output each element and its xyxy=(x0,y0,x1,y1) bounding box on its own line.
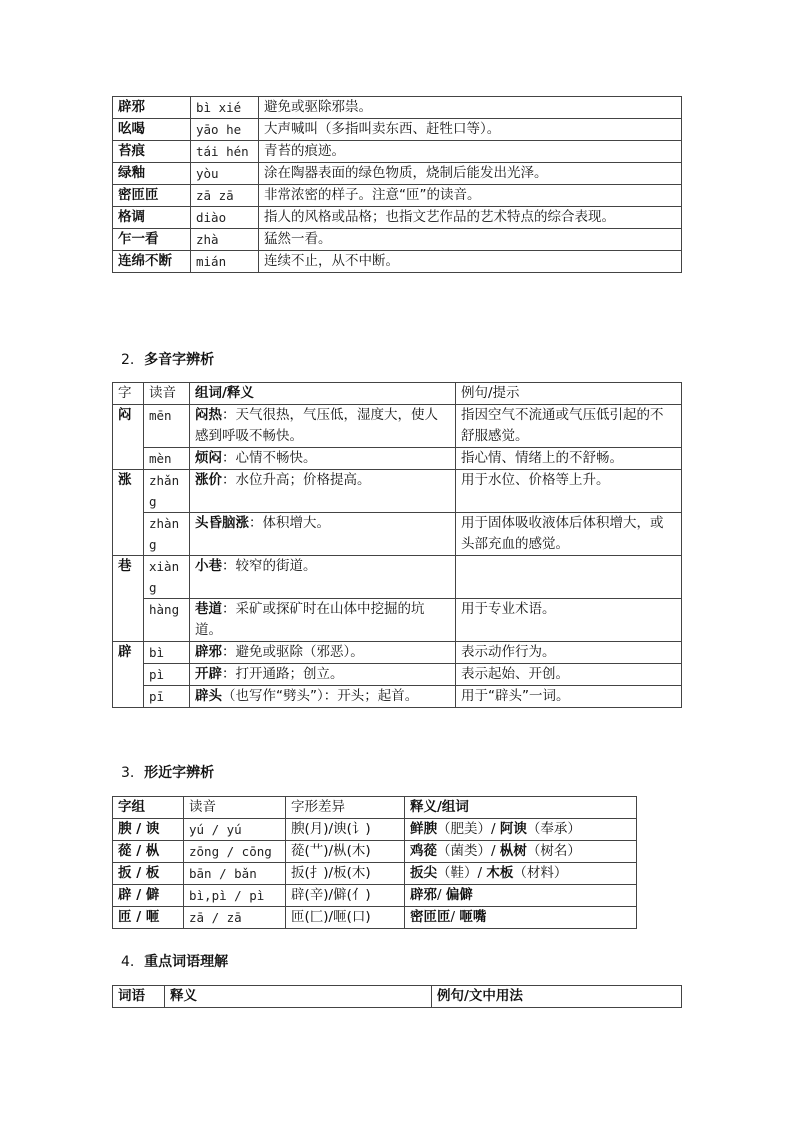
polyphone-def: ：避免或驱除（邪恶）。 xyxy=(222,644,364,660)
vocab-pinyin: zhà xyxy=(191,229,259,251)
polyphone-row xyxy=(113,448,682,470)
shape-note-1: （菌类）/ xyxy=(437,843,500,859)
shape-note-1: / xyxy=(437,887,446,903)
shape-group: 腴 / 谀 xyxy=(113,819,184,841)
polyphone-term: 小巷 xyxy=(195,558,222,574)
polyphone-term: 头昏脑涨 xyxy=(195,515,249,531)
shape-diff: 辟(辛)/僻(亻) xyxy=(286,885,405,907)
polyphone-example: 用于“辟头”一词。 xyxy=(456,686,682,708)
vocab-row xyxy=(113,119,682,141)
shape-row xyxy=(113,863,637,885)
section-4-heading: 4. 重点词语理解 xyxy=(121,954,229,970)
polyphone-char: 辟 xyxy=(113,642,144,708)
vocab-meaning: 猛然一看。 xyxy=(259,229,682,251)
shape-row xyxy=(113,819,637,841)
polyphone-def: ：采矿或探矿时在山体中挖掘的坑道。 xyxy=(195,601,425,638)
shape-word-2: 咂嘴 xyxy=(459,909,487,925)
polyphone-example: 表示动作行为。 xyxy=(456,642,682,664)
polyphone-reading: mèn xyxy=(144,448,190,470)
shape-diff: 匝(匚)/咂(口) xyxy=(286,907,405,929)
vocab-pinyin: yòu xyxy=(191,163,259,185)
polyphone-example: 用于水位、价格等上升。 xyxy=(456,470,682,513)
polyphone-term: 烦闷 xyxy=(195,450,222,466)
polyphone-row xyxy=(113,599,682,642)
vocab-word: 格调 xyxy=(113,207,191,229)
shape-row xyxy=(113,885,637,907)
vocab-table xyxy=(112,96,682,273)
shape-word-2: 阿谀 xyxy=(499,821,527,837)
vocab-word: 吆喝 xyxy=(113,119,191,141)
header-kw-meaning: 释义 xyxy=(165,986,432,1008)
shape-note-1: （鞋）/ xyxy=(437,865,487,881)
header-kw-word: 词语 xyxy=(113,986,165,1008)
polyphone-words xyxy=(190,448,456,470)
vocab-word: 乍一看 xyxy=(113,229,191,251)
shape-word-1: 鲜腴 xyxy=(410,821,437,837)
vocab-meaning: 指人的风格或品格；也指文艺作品的艺术特点的综合表现。 xyxy=(259,207,682,229)
shape-reading: bì,pì / pì xyxy=(184,885,286,907)
polyphone-words xyxy=(190,599,456,642)
polyphone-words xyxy=(190,405,456,448)
vocab-pinyin: zā zā xyxy=(191,185,259,207)
polyphone-def: ：天气很热，气压低，湿度大，使人感到呼吸不畅快。 xyxy=(195,407,438,444)
section-3-heading: 3. 形近字辨析 xyxy=(121,765,215,781)
header-kw-usage: 例句/文中用法 xyxy=(432,986,682,1008)
vocab-meaning: 涂在陶器表面的绿色物质，烧制后能发出光泽。 xyxy=(259,163,682,185)
polyphone-header-row xyxy=(113,383,682,405)
polyphone-example: 用于专业术语。 xyxy=(456,599,682,642)
header-diff: 字形差异 xyxy=(286,797,405,819)
shape-word-1: 密匝匝 xyxy=(410,909,451,925)
vocab-word: 连绵不断 xyxy=(113,251,191,273)
shape-row xyxy=(113,907,637,929)
polyphone-def: ：心情不畅快。 xyxy=(222,450,317,466)
polyphone-def: ：较窄的街道。 xyxy=(222,558,317,574)
polyphone-def: ：水位升高；价格提高。 xyxy=(222,472,371,488)
vocab-word: 苔痕 xyxy=(113,141,191,163)
vocab-row xyxy=(113,163,682,185)
header-reading: 读音 xyxy=(144,383,190,405)
shape-table xyxy=(112,796,637,929)
polyphone-row xyxy=(113,664,682,686)
polyphone-reading: xiàng xyxy=(144,556,190,599)
vocab-meaning: 连续不止，从不中断。 xyxy=(259,251,682,273)
shape-diff: 扳(扌)/板(木) xyxy=(286,863,405,885)
shape-meaning xyxy=(405,841,637,863)
header-shape-reading: 读音 xyxy=(184,797,286,819)
vocab-row xyxy=(113,97,682,119)
shape-note-1: / xyxy=(450,909,460,925)
polyphone-reading: mēn xyxy=(144,405,190,448)
vocab-pinyin: yāo he xyxy=(191,119,259,141)
shape-group: 匝 / 咂 xyxy=(113,907,184,929)
polyphone-row xyxy=(113,556,682,599)
shape-diff: 蓯(艹)/枞(木) xyxy=(286,841,405,863)
shape-note-1: （肥美）/ xyxy=(437,821,500,837)
vocab-row xyxy=(113,207,682,229)
polyphone-reading: bì xyxy=(144,642,190,664)
shape-note-2: （奉承） xyxy=(526,821,581,837)
shape-meaning xyxy=(405,907,637,929)
polyphone-words xyxy=(190,470,456,513)
polyphone-term: 辟头 xyxy=(195,688,222,704)
vocab-word: 绿釉 xyxy=(113,163,191,185)
vocab-row xyxy=(113,141,682,163)
polyphone-example: 表示起始、开创。 xyxy=(456,664,682,686)
polyphone-term: 闷热 xyxy=(195,407,222,423)
shape-note-2: （材料） xyxy=(513,865,568,881)
header-char: 字 xyxy=(113,383,144,405)
polyphone-reading: pī xyxy=(144,686,190,708)
header-group: 字组 xyxy=(113,797,184,819)
shape-meaning xyxy=(405,863,637,885)
vocab-meaning: 青苔的痕迹。 xyxy=(259,141,682,163)
polyphone-char: 闷 xyxy=(113,405,144,470)
keywords-header-row xyxy=(113,986,682,1008)
shape-word-1: 辟邪 xyxy=(410,887,437,903)
shape-reading: bān / bǎn xyxy=(184,863,286,885)
shape-word-1: 鸡蓯 xyxy=(410,843,437,859)
polyphone-words xyxy=(190,556,456,599)
shape-header-row xyxy=(113,797,637,819)
polyphone-reading: hàng xyxy=(144,599,190,642)
polyphone-words xyxy=(190,686,456,708)
vocab-meaning: 非常浓密的样子。注意“匝”的读音。 xyxy=(259,185,682,207)
header-example: 例句/提示 xyxy=(456,383,682,405)
section-2-heading: 2. 多音字辨析 xyxy=(121,352,215,368)
polyphone-example: 用于固体吸收液体后体积增大，或头部充血的感觉。 xyxy=(456,513,682,556)
shape-group: 扳 / 板 xyxy=(113,863,184,885)
vocab-pinyin: mián xyxy=(191,251,259,273)
vocab-word: 密匝匝 xyxy=(113,185,191,207)
polyphone-example xyxy=(456,556,682,599)
shape-reading: yú / yú xyxy=(184,819,286,841)
polyphone-example: 指心情、情绪上的不舒畅。 xyxy=(456,448,682,470)
polyphone-term: 辟邪 xyxy=(195,644,222,660)
shape-diff: 腴(月)/谀(讠) xyxy=(286,819,405,841)
polyphone-def: ：体积增大。 xyxy=(249,515,330,531)
polyphone-char: 巷 xyxy=(113,556,144,642)
polyphone-reading: zhàng xyxy=(144,513,190,556)
polyphone-table xyxy=(112,382,682,708)
vocab-row xyxy=(113,185,682,207)
vocab-pinyin: bì xié xyxy=(191,97,259,119)
header-words: 组词/释义 xyxy=(190,383,456,405)
vocab-word: 辟邪 xyxy=(113,97,191,119)
shape-note-2: （树名） xyxy=(526,843,581,859)
vocab-meaning: 避免或驱除邪祟。 xyxy=(259,97,682,119)
polyphone-row xyxy=(113,642,682,664)
shape-meaning xyxy=(405,819,637,841)
polyphone-row xyxy=(113,686,682,708)
vocab-pinyin: diào xyxy=(191,207,259,229)
polyphone-reading: pì xyxy=(144,664,190,686)
shape-group: 辟 / 僻 xyxy=(113,885,184,907)
polyphone-reading: zhǎng xyxy=(144,470,190,513)
polyphone-words xyxy=(190,642,456,664)
shape-row xyxy=(113,841,637,863)
shape-meaning xyxy=(405,885,637,907)
vocab-meaning: 大声喊叫（多指叫卖东西、赶牲口等）。 xyxy=(259,119,682,141)
vocab-row xyxy=(113,229,682,251)
polyphone-term: 涨价 xyxy=(195,472,222,488)
polyphone-term: 开辟 xyxy=(195,666,222,682)
polyphone-char: 涨 xyxy=(113,470,144,556)
header-meaning: 释义/组词 xyxy=(405,797,637,819)
polyphone-row xyxy=(113,513,682,556)
vocab-row xyxy=(113,251,682,273)
shape-word-2: 偏僻 xyxy=(445,887,473,903)
shape-reading: zōng / cōng xyxy=(184,841,286,863)
polyphone-row xyxy=(113,470,682,513)
shape-word-1: 扳尖 xyxy=(410,865,437,881)
polyphone-words xyxy=(190,513,456,556)
shape-word-2: 木板 xyxy=(486,865,514,881)
polyphone-def: （也写作“劈头”）：开头；起首。 xyxy=(222,688,419,704)
shape-word-2: 枞树 xyxy=(499,843,527,859)
polyphone-term: 巷道 xyxy=(195,601,222,617)
shape-reading: zā / zā xyxy=(184,907,286,929)
polyphone-row xyxy=(113,405,682,448)
vocab-pinyin: tái hén xyxy=(191,141,259,163)
polyphone-def: ：打开通路；创立。 xyxy=(222,666,344,682)
polyphone-example: 指因空气不流通或气压低引起的不舒服感觉。 xyxy=(456,405,682,448)
keywords-table xyxy=(112,985,682,1008)
polyphone-words xyxy=(190,664,456,686)
shape-group: 蓯 / 枞 xyxy=(113,841,184,863)
